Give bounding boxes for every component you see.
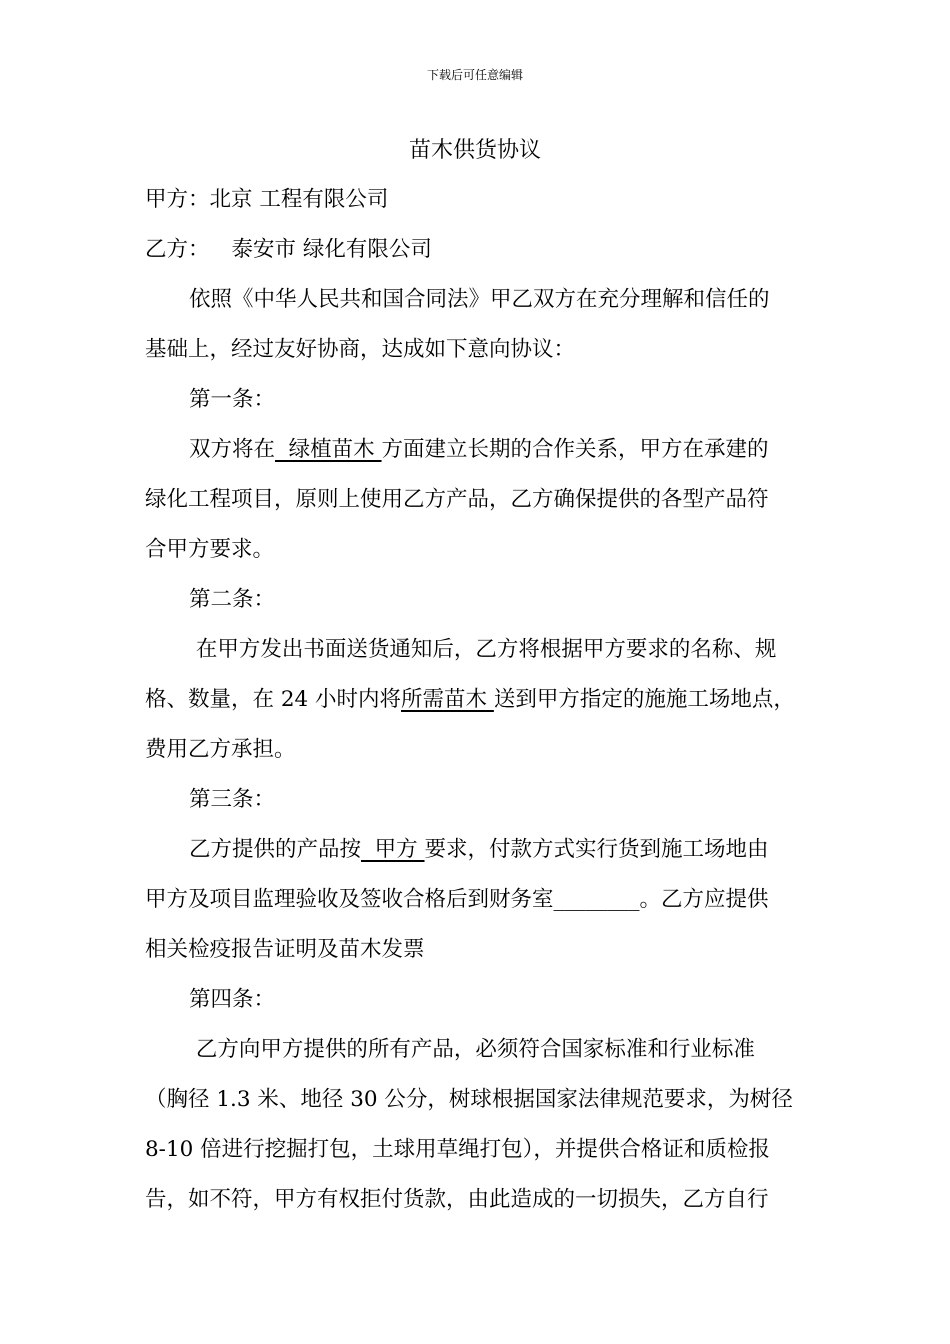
article-3-blank-field: 甲方	[361, 837, 425, 862]
intro-line-1: 依照《中华人民共和国合同法》甲乙双方在充分理解和信任的	[189, 287, 770, 312]
article-1-line-1	[145, 425, 807, 475]
article-2-blank-field: 所需苗木	[401, 687, 494, 712]
article-1-heading: 第一条：	[189, 387, 276, 412]
article-1-line-3: 合甲方要求。	[145, 537, 275, 562]
article-4-line-4: 告，如不符，甲方有权拒付货款，由此造成的一切损失，乙方自行	[145, 1187, 769, 1212]
article-3-text: 乙方提供的产品按	[189, 837, 362, 862]
party-b-name: 泰安市 绿化有限公司	[231, 237, 432, 262]
party-a-name: 北京 工程有限公司	[209, 187, 389, 212]
article-1-line-2: 绿化工程项目，原则上使用乙方产品，乙方确保提供的各型产品符	[145, 487, 769, 512]
article-4-line-3: 8-10 倍进行挖掘打包，土球用草绳打包），并提供合格证和质检报	[145, 1137, 770, 1162]
article-3-payment-blank: ________	[553, 887, 640, 912]
article-1-text: 双方将在	[189, 437, 276, 462]
article-2-heading: 第二条：	[189, 587, 276, 612]
article-2-line-1: 在甲方发出书面送货通知后，乙方将根据甲方要求的名称、规	[189, 637, 777, 662]
document-title: 苗木供货协议	[408, 138, 541, 163]
party-b-label: 乙方：	[145, 237, 210, 262]
article-3-heading: 第三条：	[189, 787, 276, 812]
article-4-line-1: 乙方向甲方提供的所有产品，必须符合国家标准和行业标准	[189, 1037, 755, 1062]
party-a-line	[145, 175, 807, 225]
article-3-line-3: 相关检疫报告证明及苗木发票	[145, 937, 425, 962]
article-1-blank-field: 绿植苗木	[275, 437, 382, 462]
article-3-text: 要求，付款方式实行货到施工场地由	[424, 837, 769, 862]
party-a-label: 甲方：	[145, 187, 210, 212]
article-2-line-3: 费用乙方承担。	[145, 737, 296, 762]
article-4-line-2: （胸径 1.3 米、地径 30 公分，树球根据国家法律规范要求，为树径	[145, 1087, 793, 1112]
article-1-text: 方面建立长期的合作关系，甲方在承建的	[381, 437, 769, 462]
article-3-text: 甲方及项目监理验收及签收合格后到财务室	[145, 887, 554, 912]
article-3-text: 。乙方应提供	[639, 887, 769, 912]
intro-line-2: 基础上，经过友好协商，达成如下意向协议：	[145, 337, 576, 362]
article-3-line-1	[145, 825, 807, 875]
article-4-heading: 第四条：	[189, 987, 276, 1012]
header-note: 下载后可任意编辑	[426, 68, 523, 82]
party-b-line	[145, 225, 807, 275]
document-body	[145, 175, 807, 1225]
article-3-line-2	[145, 875, 807, 925]
article-2-text: 送到甲方指定的施施工场地点，	[493, 687, 795, 712]
article-2-text: 格、数量，在 24 小时内将	[145, 687, 402, 712]
article-2-line-2	[145, 675, 807, 725]
